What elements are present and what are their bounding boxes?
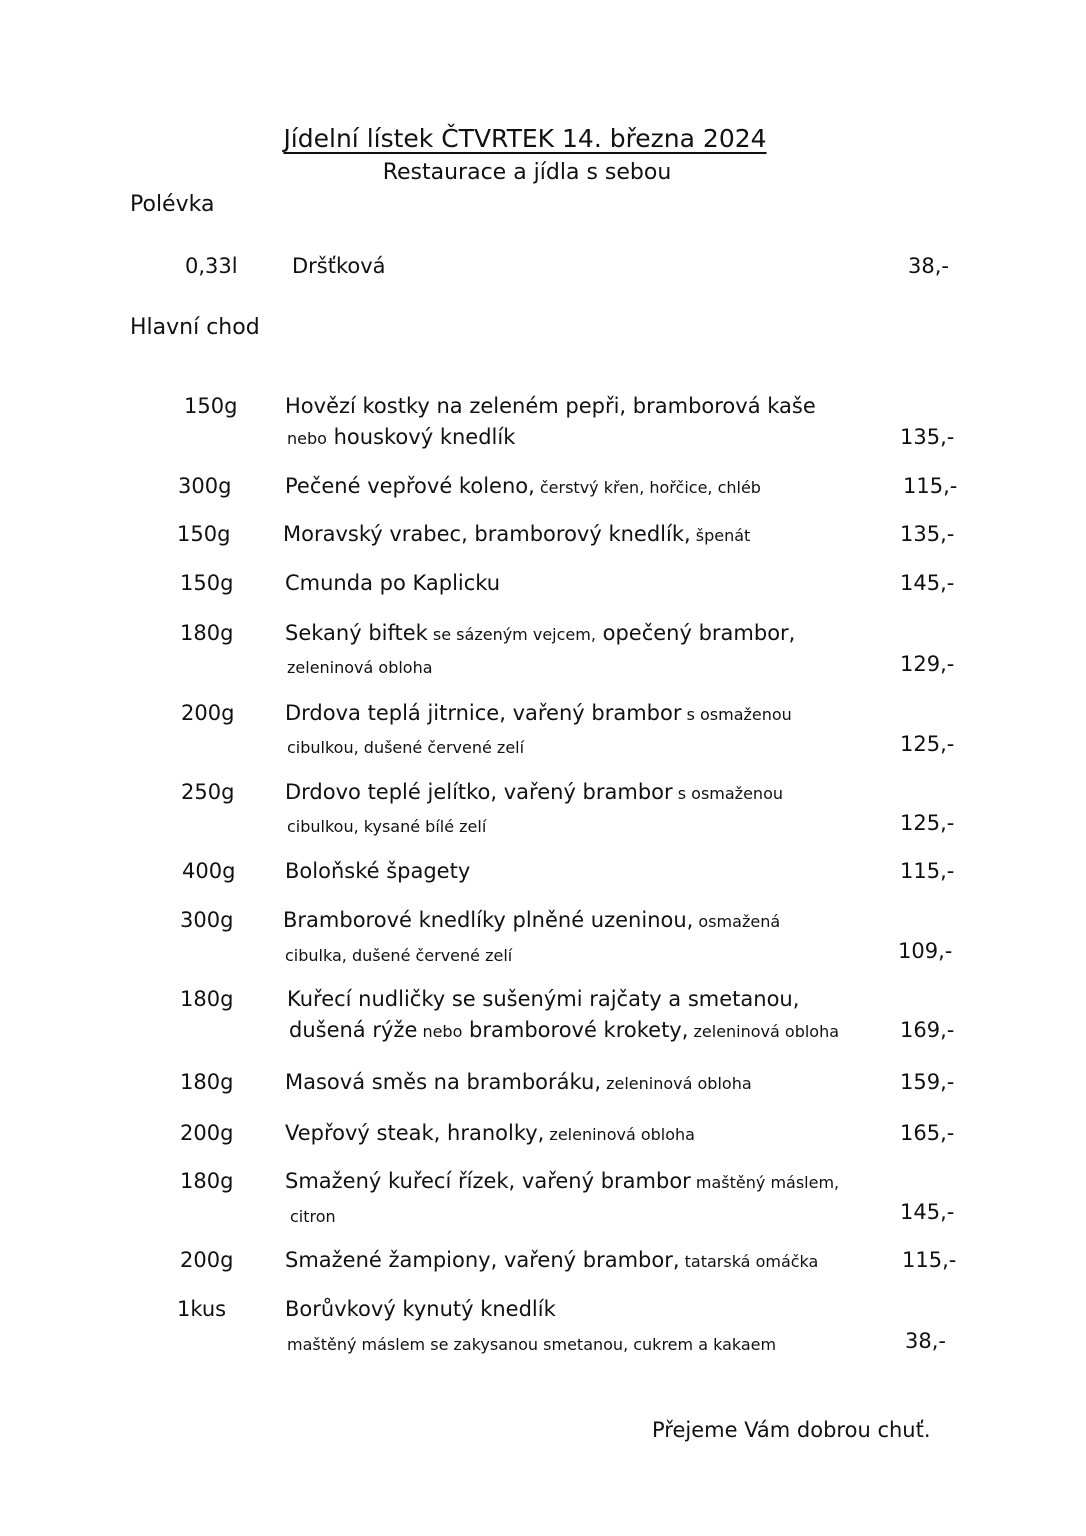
item-note: zeleninová obloha bbox=[287, 658, 433, 677]
item-weight: 300g bbox=[178, 474, 232, 498]
item-dish: Vepřový steak, hranolky, bbox=[285, 1121, 545, 1145]
item-dish: Drdovo teplé jelítko, vařený brambor bbox=[285, 780, 673, 804]
item-dish: Kuřecí nudličky se sušenými rajčaty a smetanou, bbox=[287, 987, 800, 1011]
item-note: citron bbox=[290, 1207, 336, 1226]
item-note: zeleninová obloha bbox=[688, 1022, 840, 1041]
item-weight: 150g bbox=[180, 571, 234, 595]
item-note: cibulka, dušené červené zelí bbox=[285, 946, 513, 965]
item-dish: Bramborové knedlíky plněné uzeninou, bbox=[283, 908, 694, 932]
item-dish: Masová směs na bramboráku, bbox=[285, 1070, 602, 1094]
item-description bbox=[285, 571, 500, 595]
item-price: 115,- bbox=[903, 474, 958, 498]
section-heading-main: Hlavní chod bbox=[130, 315, 260, 340]
item-price: 125,- bbox=[900, 811, 955, 835]
item-note: tatarská omáčka bbox=[679, 1252, 819, 1271]
soup-weight: 0,33l bbox=[185, 254, 238, 278]
item-description-line2 bbox=[287, 1331, 776, 1355]
item-note: zeleninová obloha bbox=[601, 1074, 752, 1093]
item-price: 129,- bbox=[900, 652, 955, 676]
soup-name: Dršťková bbox=[292, 254, 386, 278]
item-description bbox=[285, 1169, 839, 1193]
item-description-line2 bbox=[289, 1018, 839, 1042]
item-note: čerstvý křen, hořčice, chléb bbox=[534, 478, 761, 497]
item-dish: Moravský vrabec, bramborový knedlík, bbox=[283, 522, 691, 546]
item-dish-cont: dušená rýže bbox=[289, 1018, 418, 1042]
item-note: nebo bbox=[417, 1022, 463, 1041]
item-note: maštěný máslem se zakysanou smetanou, cukrem a kakaem bbox=[287, 1335, 777, 1354]
item-weight: 1kus bbox=[177, 1297, 227, 1321]
item-price: 125,- bbox=[900, 732, 955, 756]
item-weight: 150g bbox=[177, 522, 231, 546]
section-heading-soup: Polévka bbox=[130, 192, 215, 217]
item-description-line2 bbox=[287, 425, 515, 449]
item-note: maštěný máslem, bbox=[690, 1173, 840, 1192]
item-price: 135,- bbox=[900, 425, 955, 449]
item-description bbox=[285, 1248, 818, 1272]
item-price: 159,- bbox=[900, 1070, 955, 1094]
item-weight: 250g bbox=[181, 780, 235, 804]
menu-subtitle: Restaurace a jídla s sebou bbox=[382, 160, 672, 185]
item-dish: Sekaný biftek bbox=[285, 621, 428, 645]
item-dish: Boloňské špagety bbox=[285, 859, 471, 883]
item-note: cibulkou, dušené červené zelí bbox=[287, 738, 525, 757]
item-weight: 200g bbox=[180, 1248, 234, 1272]
item-weight: 180g bbox=[180, 1070, 234, 1094]
item-dish: Smažené žampiony, vařený brambor, bbox=[285, 1248, 680, 1272]
item-description-line2 bbox=[285, 942, 512, 966]
item-price: 109,- bbox=[898, 939, 953, 963]
item-description bbox=[285, 394, 816, 418]
item-note: se sázeným vejcem, bbox=[427, 625, 596, 644]
item-description bbox=[285, 621, 795, 645]
item-weight: 200g bbox=[180, 1121, 234, 1145]
item-description bbox=[285, 1070, 752, 1094]
item-weight: 180g bbox=[180, 1169, 234, 1193]
item-description bbox=[283, 908, 780, 932]
item-price: 169,- bbox=[900, 1018, 955, 1042]
item-note: nebo bbox=[287, 429, 327, 448]
item-description bbox=[285, 1121, 695, 1145]
item-description bbox=[287, 987, 799, 1011]
closing-note: Přejeme Vám dobrou chuť. bbox=[652, 1418, 931, 1442]
item-note: špenát bbox=[690, 526, 751, 545]
menu-title: Jídelní lístek ČTVRTEK 14. března 2024 bbox=[283, 124, 767, 153]
item-dish: Pečené vepřové koleno, bbox=[285, 474, 535, 498]
item-description-line2 bbox=[287, 654, 433, 678]
item-price: 38,- bbox=[905, 1329, 946, 1353]
item-description bbox=[285, 701, 792, 725]
item-weight: 180g bbox=[180, 621, 234, 645]
soup-price: 38,- bbox=[908, 254, 949, 278]
item-price: 145,- bbox=[900, 1200, 955, 1224]
item-weight: 200g bbox=[181, 701, 235, 725]
item-dish: Cmunda po Kaplicku bbox=[285, 571, 501, 595]
item-description bbox=[285, 859, 470, 883]
item-dish-cont: opečený brambor, bbox=[595, 621, 796, 645]
item-weight: 300g bbox=[180, 908, 234, 932]
item-price: 145,- bbox=[900, 571, 955, 595]
item-price: 165,- bbox=[900, 1121, 955, 1145]
item-note: s osmaženou bbox=[681, 705, 792, 724]
item-dish: Smažený kuřecí řízek, vařený brambor bbox=[285, 1169, 691, 1193]
item-weight: 180g bbox=[180, 987, 234, 1011]
item-note: s osmaženou bbox=[672, 784, 783, 803]
item-note: osmažená bbox=[693, 912, 781, 931]
item-dish: Drdova teplá jitrnice, vařený brambor bbox=[285, 701, 682, 725]
item-description-line2 bbox=[287, 813, 486, 837]
item-description-line2 bbox=[287, 734, 524, 758]
item-price: 135,- bbox=[900, 522, 955, 546]
item-weight: 150g bbox=[184, 394, 238, 418]
item-note: zeleninová obloha bbox=[544, 1125, 695, 1144]
item-price: 115,- bbox=[902, 1248, 957, 1272]
item-description bbox=[283, 522, 750, 546]
item-note: cibulkou, kysané bílé zelí bbox=[287, 817, 487, 836]
item-description bbox=[285, 474, 761, 498]
item-dish: Hovězí kostky na zeleném pepři, bramborová kaše bbox=[285, 394, 816, 418]
item-dish-cont: houskový knedlík bbox=[326, 425, 516, 449]
item-dish-cont: bramborové krokety, bbox=[462, 1018, 689, 1042]
item-weight: 400g bbox=[182, 859, 236, 883]
item-dish: Borůvkový kynutý knedlík bbox=[285, 1297, 556, 1321]
item-description bbox=[285, 780, 783, 804]
item-description bbox=[285, 1297, 556, 1321]
item-description-line2 bbox=[290, 1203, 336, 1227]
item-price: 115,- bbox=[900, 859, 955, 883]
